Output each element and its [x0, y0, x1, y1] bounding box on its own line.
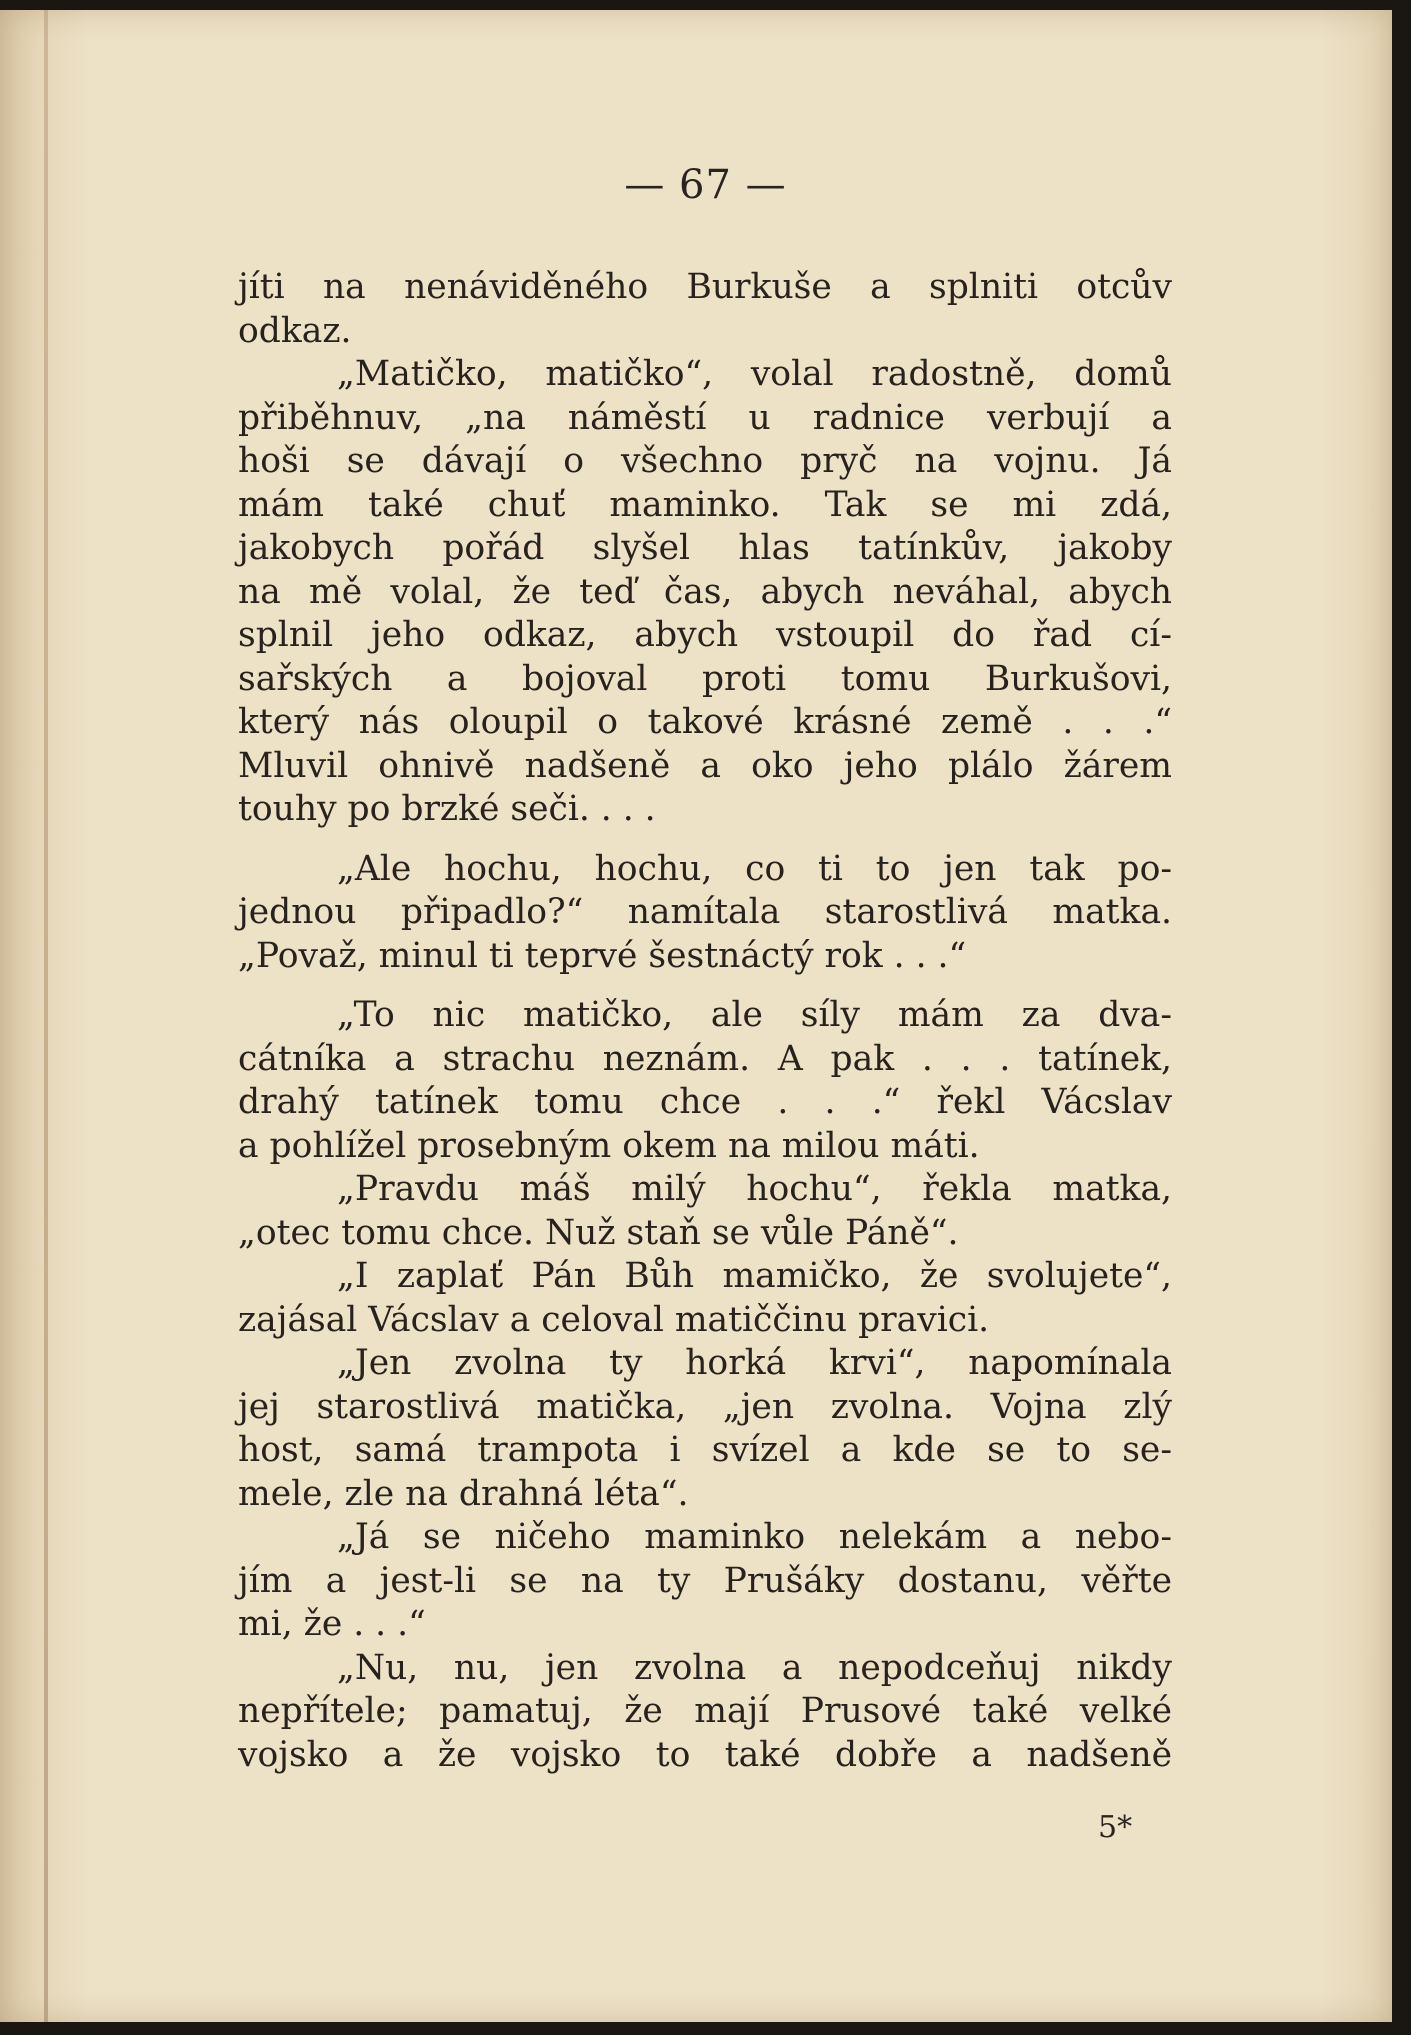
text-line: odkaz. — [238, 310, 352, 351]
text-line: jej starostlivá matička, „jen zvolna. Vojna zlý — [238, 1386, 1172, 1427]
page-gutter — [44, 10, 48, 2022]
text-line: host, samá trampota i svízel a kde se to se- — [238, 1430, 1172, 1470]
text-line: „To nic matičko, ale síly mám za dva- — [337, 995, 1172, 1035]
page-number: — 67 — — [624, 162, 787, 208]
body-text — [238, 266, 1172, 1777]
text-line: na mě volal, že teď čas, abych neváhal, abych — [238, 571, 1172, 612]
text-line: drahý tatínek tomu chce . . .“ řekl Vácslav — [238, 1082, 1172, 1122]
text-line: „Považ, minul ti teprvé šestnáctý rok . . .“ — [238, 935, 967, 976]
paragraph-gap — [238, 832, 1172, 848]
text-line: jím a jest-li se na ty Prušáky dostanu, věřte — [238, 1560, 1172, 1601]
text-line: nepřítele; pamatuj, že mají Prusové také velké — [238, 1691, 1172, 1731]
printer-signature-mark: 5* — [1098, 1810, 1133, 1845]
text-line: a pohlížel prosebným okem na milou máti. — [238, 1125, 980, 1166]
text-line: hoši se dávají o všechno pryč na vojnu. Já — [238, 441, 1172, 481]
text-line: sařských a bojoval proti tomu Burkušovi, — [238, 658, 1172, 699]
text-line: jakobych pořád slyšel hlas tatínkův, jakoby — [238, 528, 1172, 568]
text-line: „Nu, nu, jen zvolna a nepodceňuj nikdy — [337, 1647, 1172, 1688]
text-line: zajásal Vácslav a celoval matiččinu pravici. — [238, 1299, 990, 1340]
text-line: mi, že . . .“ — [238, 1604, 426, 1644]
text-line: jednou připadlo?“ namítala starostlivá matka. — [238, 892, 1172, 932]
text-line: „Já se ničeho maminko nelekám a nebo- — [337, 1517, 1172, 1557]
text-line: „Ale hochu, hochu, co ti to jen tak po- — [337, 848, 1172, 889]
text-line: Mluvil ohnivě nadšeně a oko jeho plálo žárem — [238, 745, 1172, 786]
text-line: touhy po brzké seči. . . . — [238, 789, 656, 829]
paragraph-gap — [238, 978, 1172, 994]
text-line: jíti na nenáviděného Burkuše a splniti otcův — [238, 267, 1172, 307]
text-line: vojsko a že vojsko to také dobře a nadšeně — [238, 1734, 1172, 1775]
text-line: „otec tomu chce. Nuž staň se vůle Páně“. — [238, 1212, 959, 1253]
text-line: přiběhnuv, „na náměstí u radnice verbují a — [238, 397, 1172, 438]
text-line: splnil jeho odkaz, abych vstoupil do řad cí- — [238, 615, 1172, 655]
text-line: mám také chuť maminko. Tak se mi zdá, — [238, 484, 1172, 525]
text-line: mele, zle na drahná léta“. — [238, 1473, 689, 1514]
text-line: „Matičko, matičko“, volal radostně, domů — [337, 354, 1172, 394]
text-line: „Jen zvolna ty horká krvi“, napomínala — [337, 1343, 1172, 1383]
text-line: „Pravdu máš milý hochu“, řekla matka, — [337, 1169, 1172, 1209]
text-line: který nás oloupil o takové krásné země . . .“ — [238, 702, 1172, 742]
text-line: „I zaplať Pán Bůh mamičko, že svolujete“, — [337, 1256, 1172, 1296]
text-line: cátníka a strachu neznám. A pak . . . tatínek, — [238, 1038, 1172, 1079]
